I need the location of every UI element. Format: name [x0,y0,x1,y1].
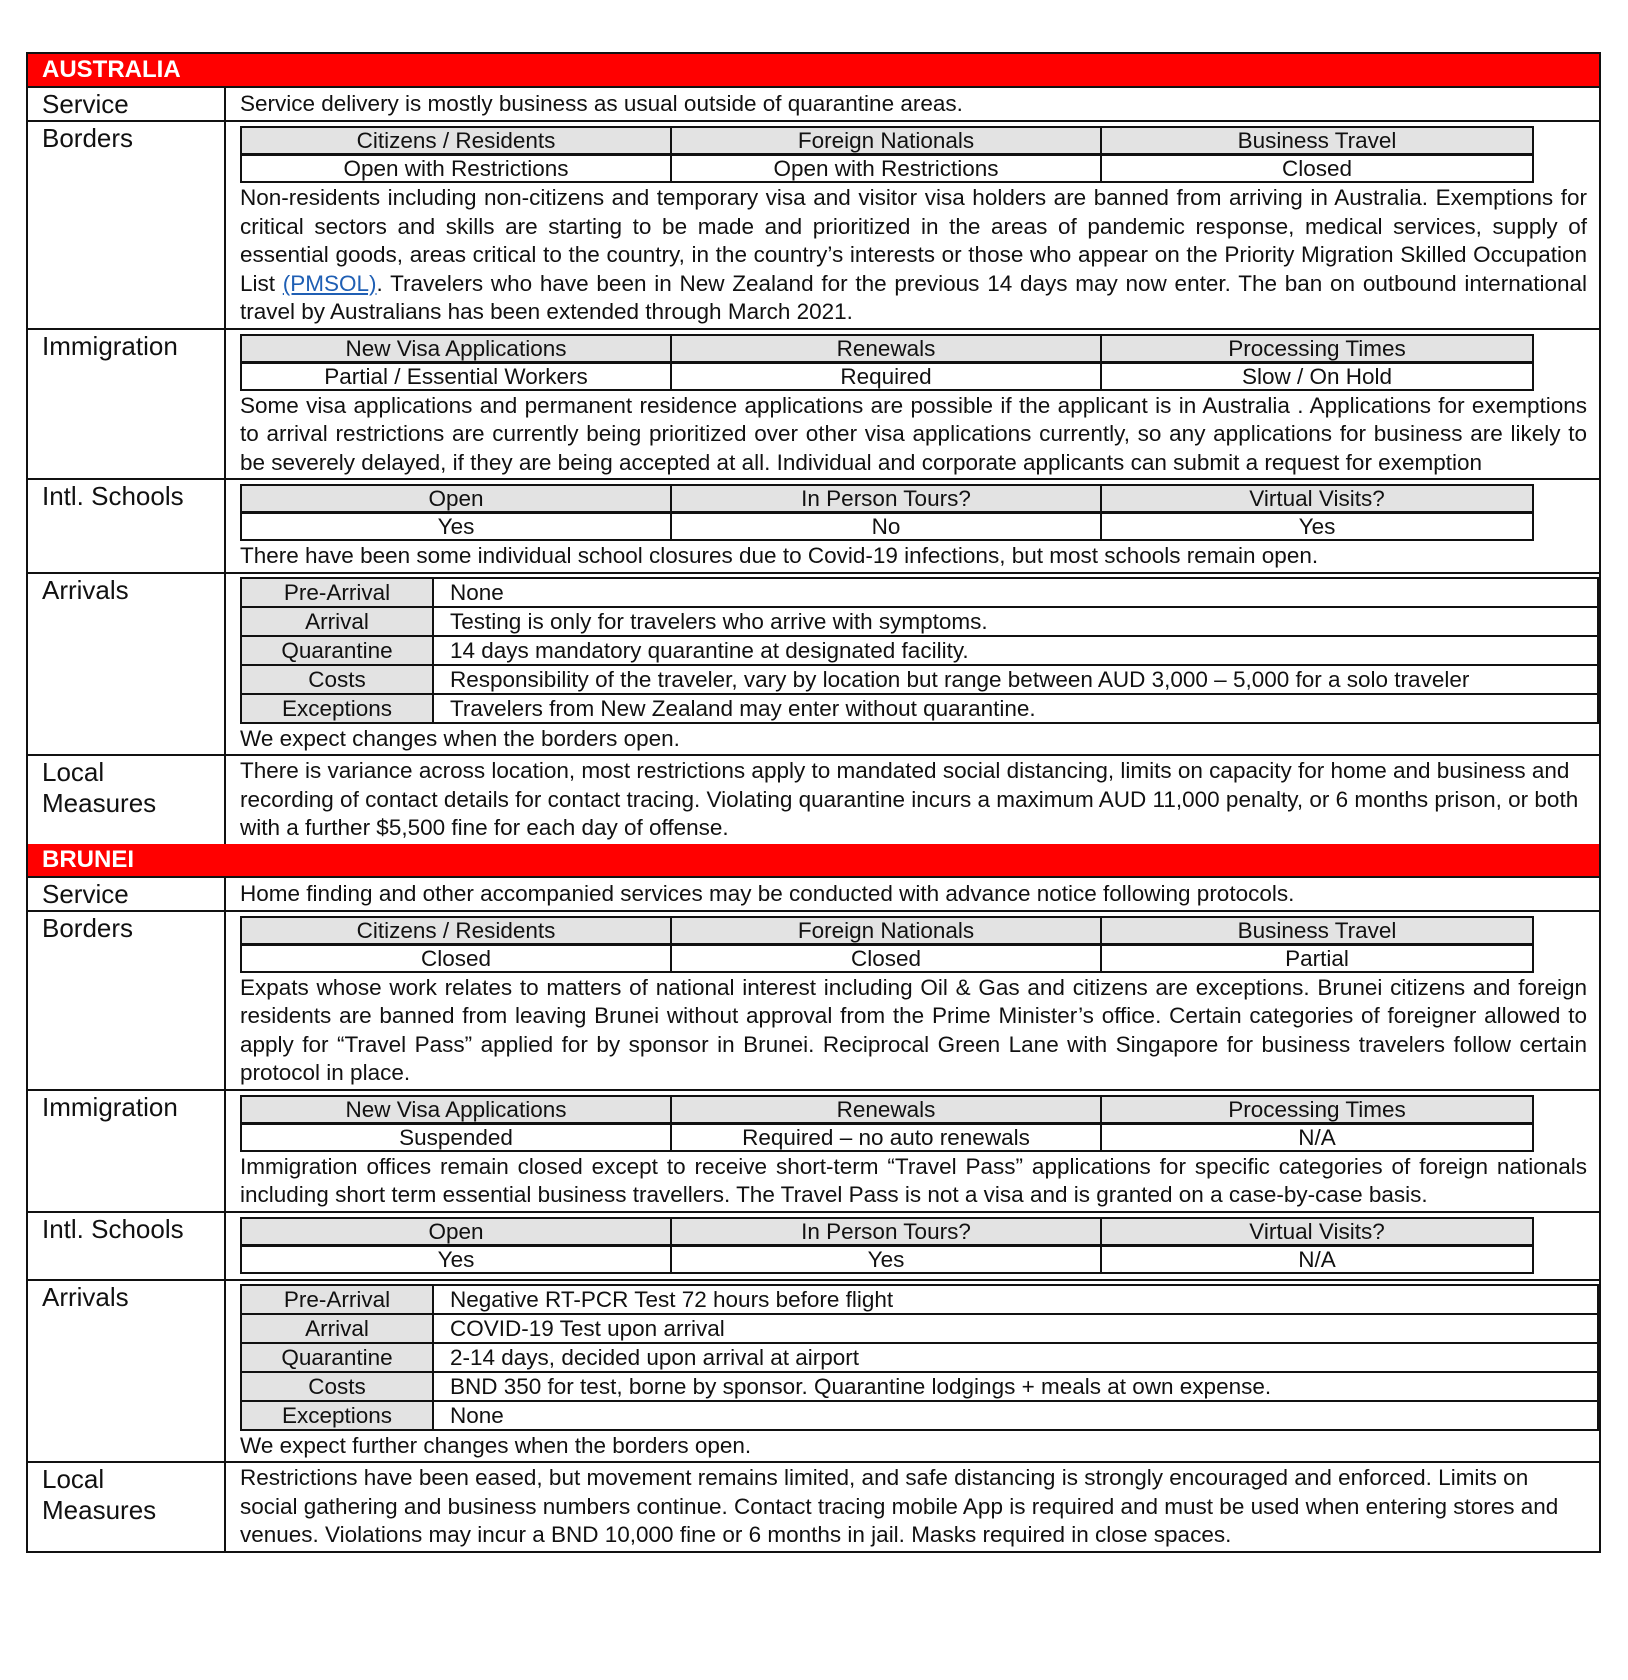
local-measures-text: Restrictions have been eased, but movement remains limited, and safe distancing is strongly encouraged and enforced. Limits on social gathering and business numbers continue. Contact tracing mobile App is required and must be used when entering stores and venues. Violations may incur a BND 10,000 fine or 6 months in jail. Masks required in close spaces. [240,1465,1559,1547]
borders-text-part: Non-residents including non-citizens and temporary visa and visitor visa holders are banned from arriving in Australia. Exemptions for critical sectors and skills are starting to be made and prioritized in the areas of pandemic response, medical services, supply of essential goods, areas critical to the country, in the country’s interests or those who appear on the Priority Migration Skilled Occupation List [240,185,1587,296]
row-label: Arrivals [28,1281,226,1462]
table-header: In Person Tours? [672,1219,1102,1247]
table-row [242,666,1597,695]
row-label: Immigration [28,1091,226,1211]
row-label-line: Local [42,1464,105,1494]
arrival-key: Pre-Arrival [242,1286,434,1313]
table-row [242,637,1597,666]
borders-content [226,912,1599,1089]
borders-text [240,184,1587,327]
table-header: Processing Times [1102,336,1532,364]
table-header: Processing Times [1102,1097,1532,1125]
immigration-row [28,1091,1599,1213]
immigration-content [226,1091,1599,1211]
row-label: Borders [28,912,226,1089]
schools-table [240,1217,1534,1274]
table-cell: Partial [1102,946,1532,971]
arrivals-row [28,1281,1599,1464]
arrival-key: Arrival [242,1315,434,1342]
arrival-key: Quarantine [242,1344,434,1371]
row-label-line: Measures [42,788,157,818]
table-header: Citizens / Residents [242,918,672,946]
country-section-australia [26,52,1601,844]
table-row [242,579,1597,608]
country-title: AUSTRALIA [28,54,1599,88]
table-row [242,695,1597,722]
immigration-content [226,330,1599,479]
arrival-value: Travelers from New Zealand may enter without quarantine. [450,695,1036,721]
arrival-key: Costs [242,1373,434,1400]
arrival-key: Exceptions [242,695,434,722]
borders-table [240,916,1534,973]
row-label: Borders [28,122,226,328]
arrival-value: 14 days mandatory quarantine at designated facility. [450,637,969,663]
table-row [242,1315,1597,1344]
table-row [242,608,1597,637]
arrival-key: Pre-Arrival [242,579,434,606]
table-cell: Closed [242,946,672,971]
arrivals-table [240,1284,1599,1431]
table-header: Citizens / Residents [242,128,672,156]
table-cell: N/A [1102,1125,1532,1150]
immigration-row [28,330,1599,481]
table-header: Renewals [672,1097,1102,1125]
table-header: In Person Tours? [672,486,1102,514]
table-header: Virtual Visits? [1102,486,1532,514]
arrival-value: BND 350 for test, borne by sponsor. Quarantine lodgings + meals at own expense. [450,1373,1272,1399]
row-label: Service [28,88,226,120]
arrivals-row [28,574,1599,757]
arrival-value: 2-14 days, decided upon arrival at airport [450,1344,859,1370]
arrivals-content [226,574,1611,755]
borders-text: Expats whose work relates to matters of national interest including Oil & Gas and citizens are exceptions. Brunei citizens and foreign residents are banned from leaving Brunei without approval from the Prime Minister’s office. Certain categories of foreigner allowed to apply for “Travel Pass” applied for by sponsor in Brunei. Reciprocal Green Lane with Singapore for business travelers follow certain protocol in place. [240,974,1587,1085]
arrival-key: Exceptions [242,1402,434,1429]
table-header: Foreign Nationals [672,128,1102,156]
table-row [242,1344,1597,1373]
borders-text-part: . Travelers who have been in New Zealand for the previous 14 days may now enter. The ban on outbound international travel by Australians has been extended through March 2021. [240,270,1588,324]
table-cell: N/A [1102,1247,1532,1272]
country-section-brunei [26,844,1601,1551]
table-header: New Visa Applications [242,1097,672,1125]
arrival-value: Responsibility of the traveler, vary by location but range between AUD 3,000 – 5,000 for a solo traveler [450,666,1470,692]
immigration-table [240,1095,1534,1152]
immigration-table [240,334,1534,391]
row-label: Service [28,878,226,910]
arrival-value: None [450,1402,504,1428]
table-cell: Closed [1102,156,1532,181]
schools-table [240,484,1534,541]
table-row [242,1286,1597,1315]
table-cell: Yes [672,1247,1102,1272]
row-label: Intl. Schools [28,1213,226,1279]
arrival-key: Costs [242,666,434,693]
table-cell: No [672,514,1102,539]
arrival-value: Negative RT-PCR Test 72 hours before flight [450,1286,894,1312]
table-header: Business Travel [1102,918,1532,946]
table-cell: Partial / Essential Workers [242,364,672,389]
borders-table [240,126,1534,183]
table-cell: Closed [672,946,1102,971]
schools-content [226,1213,1599,1279]
row-label-line: Measures [42,1495,157,1525]
schools-row [28,1213,1599,1281]
arrivals-note: We expect changes when the borders open. [240,725,680,751]
immigration-text: Some visa applications and permanent residence applications are possible if the applicant is in Australia . Applications for exemptions to arrival restrictions are currently being prioritized over other visa applications currently, so any applications for business are likely to be severely delayed, if they are being accepted at all. Individual and corporate applicants can submit a request for exemption [240,392,1587,475]
arrivals-note: We expect further changes when the borders open. [240,1432,752,1458]
table-header: Open [242,486,672,514]
arrivals-content [226,1281,1611,1462]
table-cell: Open with Restrictions [672,156,1102,181]
service-text: Home finding and other accompanied services may be conducted with advance notice following protocols. [240,880,1295,906]
table-header: Foreign Nationals [672,918,1102,946]
row-label-line: Local [42,757,105,787]
table-cell: Required – no auto renewals [672,1125,1102,1150]
table-header: Virtual Visits? [1102,1219,1532,1247]
arrival-key: Arrival [242,608,434,635]
borders-content [226,122,1599,328]
row-label: Intl. Schools [28,480,226,572]
table-header: Renewals [672,336,1102,364]
immigration-text: Immigration offices remain closed except to receive short-term “Travel Pass” applications for specific categories of foreign nationals including short term essential business travellers. The Travel Pass is not a visa and is granted on a case-by-case basis. [240,1153,1587,1207]
arrival-value: None [450,579,504,605]
pmsol-link[interactable]: (PMSOL) [282,270,377,296]
schools-text: There have been some individual school closures due to Covid-19 infections, but most schools remain open. [240,543,1319,568]
arrival-value: Testing is only for travelers who arrive with symptoms. [450,608,988,634]
borders-row [28,122,1599,330]
table-header: New Visa Applications [242,336,672,364]
row-label: Arrivals [28,574,226,755]
service-row [28,88,1599,122]
schools-row [28,480,1599,574]
table-cell: Suspended [242,1125,672,1150]
local-measures-row [28,1463,1599,1551]
table-cell: Yes [242,514,672,539]
arrival-value: COVID-19 Test upon arrival [450,1315,725,1341]
table-row [242,1373,1597,1402]
service-row [28,878,1599,912]
country-title: BRUNEI [28,844,1599,878]
local-measures-text: There is variance across location, most restrictions apply to mandated social distancing, limits on capacity for home and business and recording of contact details for contact tracing. Violating quarantine incurs a maximum AUD 11,000 penalty, or 6 months prison, or both with a further $5,500 fine for each day of offense. [240,758,1579,840]
table-row [242,1402,1597,1429]
local-measures-row [28,756,1599,844]
table-cell: Yes [242,1247,672,1272]
borders-row [28,912,1599,1091]
table-header: Business Travel [1102,128,1532,156]
row-label [28,1463,226,1551]
table-header: Open [242,1219,672,1247]
arrival-key: Quarantine [242,637,434,664]
table-cell: Slow / On Hold [1102,364,1532,389]
table-cell: Required [672,364,1102,389]
table-cell: Yes [1102,514,1532,539]
service-text: Service delivery is mostly business as usual outside of quarantine areas. [240,91,963,116]
row-label: Immigration [28,330,226,479]
table-cell: Open with Restrictions [242,156,672,181]
arrivals-table [240,577,1599,724]
schools-content [226,480,1599,572]
country-report [26,52,1601,1553]
row-label [28,756,226,844]
